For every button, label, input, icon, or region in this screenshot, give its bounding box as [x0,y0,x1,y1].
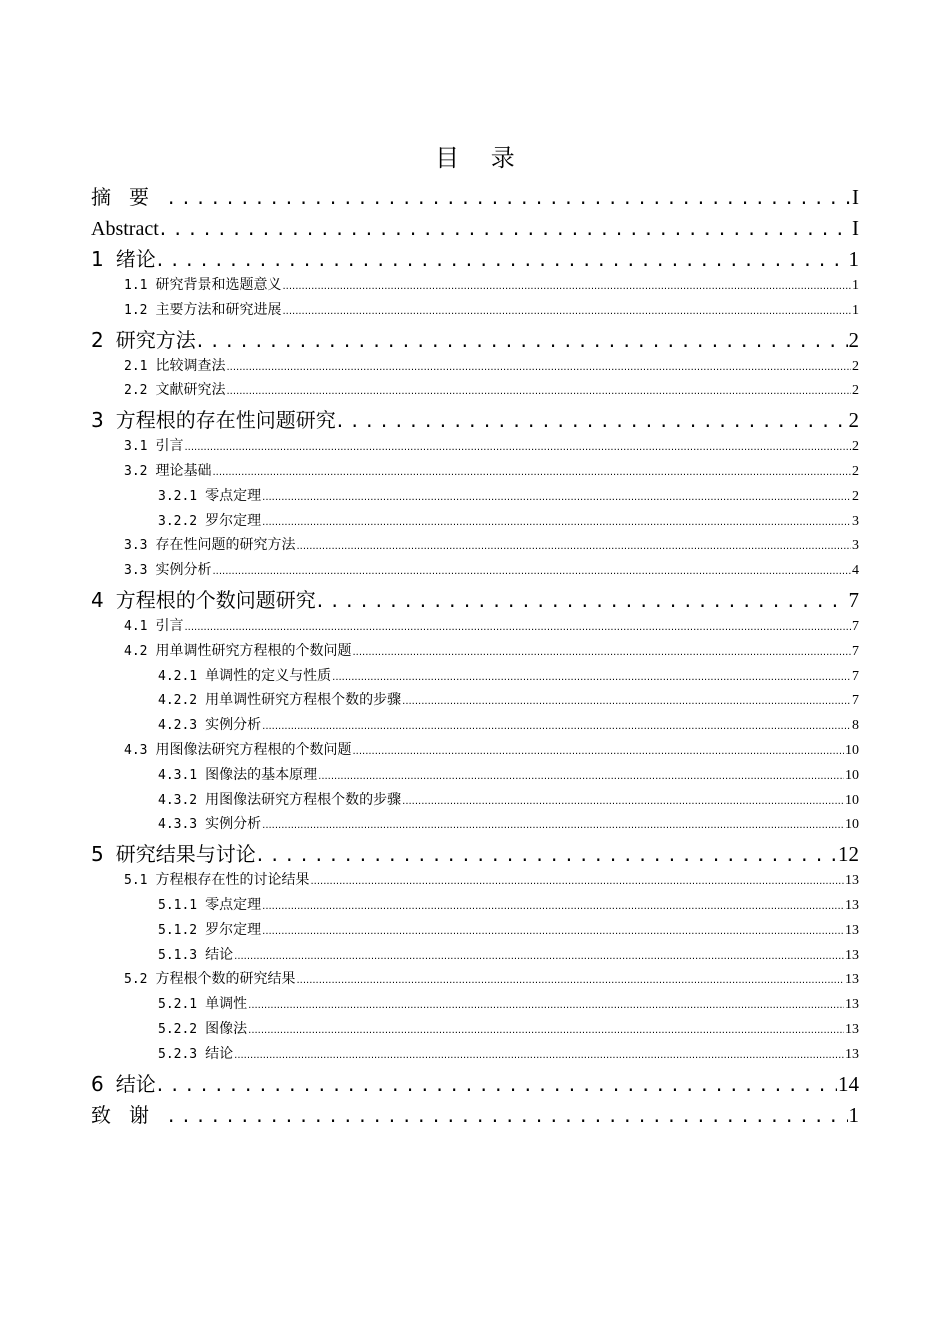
toc-entry-text: 用单调性研究方程根个数的步骤 [205,692,402,709]
dot-leader [234,1042,844,1069]
toc-entry-page: 13 [845,997,859,1013]
toc-entry-label [124,868,309,894]
toc-entry-label [91,1069,156,1100]
toc-entry-page: 13 [845,873,859,889]
toc-entry-label [158,688,401,714]
dot-leader [248,1017,844,1044]
toc-entry-label [158,812,261,838]
toc-entry-number: 3.2 [124,463,148,479]
toc-entry-level3[interactable] [91,713,859,738]
toc-entry-level3[interactable] [91,664,859,689]
toc-entry-text: 方程根个数的研究结果 [155,971,296,988]
toc-entry-number: 2.2 [124,383,148,399]
toc-entry-page: 7 [848,587,859,612]
toc-entry-page: 2 [852,463,859,479]
toc-entry-text: 方程根的存在性问题研究 [115,408,336,433]
toc-entry-number: 1.1 [124,278,148,293]
dot-leader [296,533,851,560]
toc-entry-text: 理论基础 [155,462,212,479]
dot-leader [212,459,851,486]
toc-entry-text: 零点定理 [205,487,262,504]
toc-entry-level3[interactable] [91,943,859,968]
toc-entry-label [158,763,317,789]
toc-entry-text: 比较调查法 [155,357,226,374]
dot-leader [402,688,851,715]
table-of-contents [91,180,859,1129]
toc-entry-page: 13 [845,1021,859,1037]
toc-entry-label [124,459,211,485]
toc-entry-label [124,558,211,584]
dot-leader [310,868,844,895]
toc-entry-text: 实例分析 [155,562,212,579]
toc-entry-level1[interactable] [91,1067,859,1098]
dot-leader [226,378,851,405]
toc-entry-number: 4.2.1 [158,668,198,684]
toc-entry-label [158,893,261,919]
toc-entry-page: 2 [848,408,859,433]
dot-leader [157,244,848,275]
toc-title: 目 录 [435,144,527,172]
toc-entry-label [158,484,261,510]
toc-entry-level2[interactable] [91,967,859,992]
toc-entry-page: 1 [848,1102,859,1127]
toc-entry-page: 13 [845,1046,859,1062]
toc-entry-level2[interactable] [91,639,859,664]
dot-leader [197,325,848,356]
toc-entry-label [124,354,225,380]
toc-entry-text: 研究背景和选题意义 [155,277,282,293]
toc-entry-label [158,1042,233,1068]
toc-entry-level3[interactable] [91,1042,859,1067]
toc-entry-label [124,533,295,559]
toc-entry-label [91,1100,167,1131]
toc-entry-text: 单调性的定义与性质 [205,667,332,684]
dot-leader [296,967,844,994]
toc-entry-level1[interactable] [91,323,859,354]
toc-entry-page: 14 [838,1071,859,1096]
toc-entry-text: 实例分析 [205,717,262,734]
toc-entry-number: 4.3 [124,742,148,758]
toc-entry-text: 图像法 [205,1020,248,1037]
toc-entry-label [158,713,261,739]
toc-entry-page: 13 [845,897,859,913]
toc-entry-text: 零点定理 [205,896,262,913]
toc-entry-level1[interactable] [91,1098,859,1129]
toc-entry-number: 3.2.1 [158,488,198,504]
dot-leader [184,614,851,641]
toc-entry-page: I [852,185,859,209]
dot-leader [168,182,851,213]
toc-entry-label [124,298,281,324]
dot-leader [352,738,844,765]
toc-entry-number: 4.3.1 [158,767,198,783]
toc-entry-page: 7 [852,693,859,709]
toc-entry-label [124,614,183,640]
toc-entry-page: 2 [852,383,859,399]
dot-leader [184,434,851,461]
toc-entry-label [158,943,233,969]
toc-entry-text: 摘要 [91,185,167,209]
toc-entry-text: 罗尔定理 [205,921,262,938]
toc-entry-number: 5.1.1 [158,897,198,913]
toc-entry-number: 5.1.2 [158,922,198,938]
toc-entry-text: 用图像法研究方程根个数的步骤 [205,791,402,808]
toc-entry-text: 存在性问题的研究方法 [155,537,296,554]
toc-entry-label [158,664,331,690]
toc-entry-page: 7 [852,643,859,659]
dot-leader [332,664,851,691]
toc-entry-level3[interactable] [91,788,859,813]
toc-entry-number: 5.1 [124,873,148,889]
toc-entry-text: 致谢 [91,1102,167,1127]
toc-entry-level1[interactable] [91,242,859,273]
toc-entry-level3[interactable] [91,1017,859,1042]
toc-entry-level3[interactable] [91,918,859,943]
toc-entry-label [124,967,295,993]
toc-entry-text: 用单调性研究方程根的个数问题 [155,642,352,659]
dot-leader [337,405,848,436]
toc-entry-text: 研究方法 [115,327,196,352]
toc-entry-level1[interactable] [91,403,859,434]
toc-entry-label [91,325,196,356]
dot-leader [318,763,844,790]
toc-entry-level1[interactable] [91,180,859,211]
dot-leader [168,1100,848,1131]
dot-leader [262,713,851,740]
toc-entry-number: 5.2.1 [158,997,198,1013]
toc-entry-text: 单调性 [205,996,248,1013]
toc-entry-level2[interactable] [91,298,859,323]
toc-entry-number: 4.2 [124,643,148,659]
toc-entry-label [124,434,183,460]
toc-entry-text: 实例分析 [205,816,262,833]
dot-leader [402,788,844,815]
toc-entry-level1[interactable] [91,837,859,868]
toc-entry-page: 2 [848,327,859,352]
toc-entry-label [91,585,316,616]
toc-entry-text: 结论 [115,1071,156,1096]
toc-entry-level2[interactable] [91,558,859,583]
toc-entry-number: 4 [91,587,104,612]
toc-entry-label [91,839,256,870]
toc-entry-text: 文献研究法 [155,382,226,399]
dot-leader [262,918,844,945]
dot-leader [212,558,851,585]
toc-entry-number: 5.2.3 [158,1046,198,1062]
toc-entry-text: 引言 [155,438,184,455]
dot-leader [317,585,848,616]
toc-entry-level3[interactable] [91,812,859,837]
toc-entry-level3[interactable] [91,509,859,534]
toc-entry-level2[interactable] [91,434,859,459]
toc-entry-text: 图像法的基本原理 [205,766,318,783]
toc-entry-text: 结论 [205,1045,234,1062]
toc-entry-page: 10 [845,817,859,833]
toc-entry-number: 4.1 [124,618,148,634]
toc-entry-number: 2.1 [124,358,148,374]
toc-entry-page: 10 [845,742,859,758]
toc-entry-number: 4.3.3 [158,817,198,833]
toc-entry-text: 方程根的个数问题研究 [115,587,316,612]
toc-entry-label [158,509,261,535]
toc-entry-page: 4 [852,563,859,579]
dot-leader [262,509,851,536]
toc-entry-number: 5.1.3 [158,947,198,963]
toc-entry-number: 5.2 [124,972,148,988]
toc-entry-page: 1 [852,302,859,318]
toc-entry-label [158,788,401,814]
toc-entry-text: 结论 [205,946,234,963]
toc-entry-label [124,378,225,404]
dot-leader [282,273,851,300]
toc-entry-page: 3 [852,538,859,554]
toc-entry-number: 6 [91,1071,104,1096]
toc-entry-label [158,918,261,944]
toc-entry-number: 3.3 [124,538,148,554]
toc-entry-level3[interactable] [91,688,859,713]
toc-entry-page: 3 [852,513,859,529]
toc-entry-number: 3.2.2 [158,513,198,529]
toc-entry-page: 13 [845,947,859,963]
dot-leader [226,354,851,381]
dot-leader [160,213,851,244]
toc-entry-level3[interactable] [91,484,859,509]
toc-entry-label [158,1017,247,1043]
toc-entry-level1[interactable] [91,583,859,614]
toc-entry-page: 2 [852,488,859,504]
dot-leader [352,639,851,666]
toc-entry-text: 引言 [155,617,184,634]
toc-entry-text: 研究结果与讨论 [115,842,256,867]
toc-entry-level2[interactable] [91,354,859,379]
toc-entry-number: 3.3 [124,563,148,579]
toc-entry-label [124,738,351,764]
toc-entry-number: 4.3.2 [158,792,198,808]
toc-entry-text: Abstract [91,218,159,240]
toc-entry-number: 3 [91,408,104,433]
dot-leader [257,839,837,870]
toc-entry-level3[interactable] [91,992,859,1017]
toc-entry-level2[interactable] [91,378,859,403]
toc-entry-level2[interactable] [91,273,859,298]
toc-entry-number: 3.1 [124,439,148,455]
dot-leader [282,298,851,325]
toc-entry-label [91,214,159,245]
toc-entry-page: 7 [852,618,859,634]
toc-entry-label [91,405,336,436]
dot-leader [262,484,851,511]
toc-entry-page: 7 [852,668,859,684]
toc-entry-label [124,639,351,665]
dot-leader [157,1069,837,1100]
dot-leader [262,893,844,920]
toc-entry-text: 主要方法和研究进展 [155,301,282,318]
toc-entry-label [91,182,167,213]
toc-entry-page: 10 [845,767,859,783]
toc-entry-number: 5 [91,842,104,867]
toc-entry-label [124,273,281,299]
toc-entry-page: 12 [838,842,859,867]
dot-leader [262,812,844,839]
dot-leader [234,943,844,970]
toc-entry-page: 8 [852,718,859,734]
toc-entry-label [158,992,247,1018]
dot-leader [248,992,844,1019]
toc-entry-page: 13 [845,972,859,988]
toc-entry-level2[interactable] [91,738,859,763]
toc-entry-level3[interactable] [91,893,859,918]
toc-entry-level2[interactable] [91,459,859,484]
toc-entry-page: 2 [852,358,859,374]
toc-entry-text: 用图像法研究方程根的个数问题 [155,741,352,758]
toc-entry-level2[interactable] [91,614,859,639]
toc-entry-label [91,244,156,275]
toc-entry-number: 1 [91,247,104,271]
toc-entry-number: 1.2 [124,302,148,318]
toc-entry-number: 4.2.2 [158,693,198,709]
toc-entry-page: 10 [845,792,859,808]
toc-entry-page: 1 [848,247,859,271]
toc-entry-text: 罗尔定理 [205,512,262,529]
toc-entry-page: I [852,216,859,240]
toc-entry-number: 5.2.2 [158,1021,198,1037]
toc-entry-page: 1 [852,278,859,293]
toc-entry-page: 13 [845,922,859,938]
toc-entry-number: 2 [91,327,104,352]
toc-entry-level1[interactable] [91,211,859,242]
toc-entry-level2[interactable] [91,868,859,893]
toc-entry-level2[interactable] [91,533,859,558]
toc-entry-page: 2 [852,439,859,455]
toc-entry-number: 4.2.3 [158,718,198,734]
toc-entry-text: 方程根存在性的讨论结果 [155,872,310,889]
toc-entry-level3[interactable] [91,763,859,788]
toc-entry-text: 绪论 [115,247,156,271]
